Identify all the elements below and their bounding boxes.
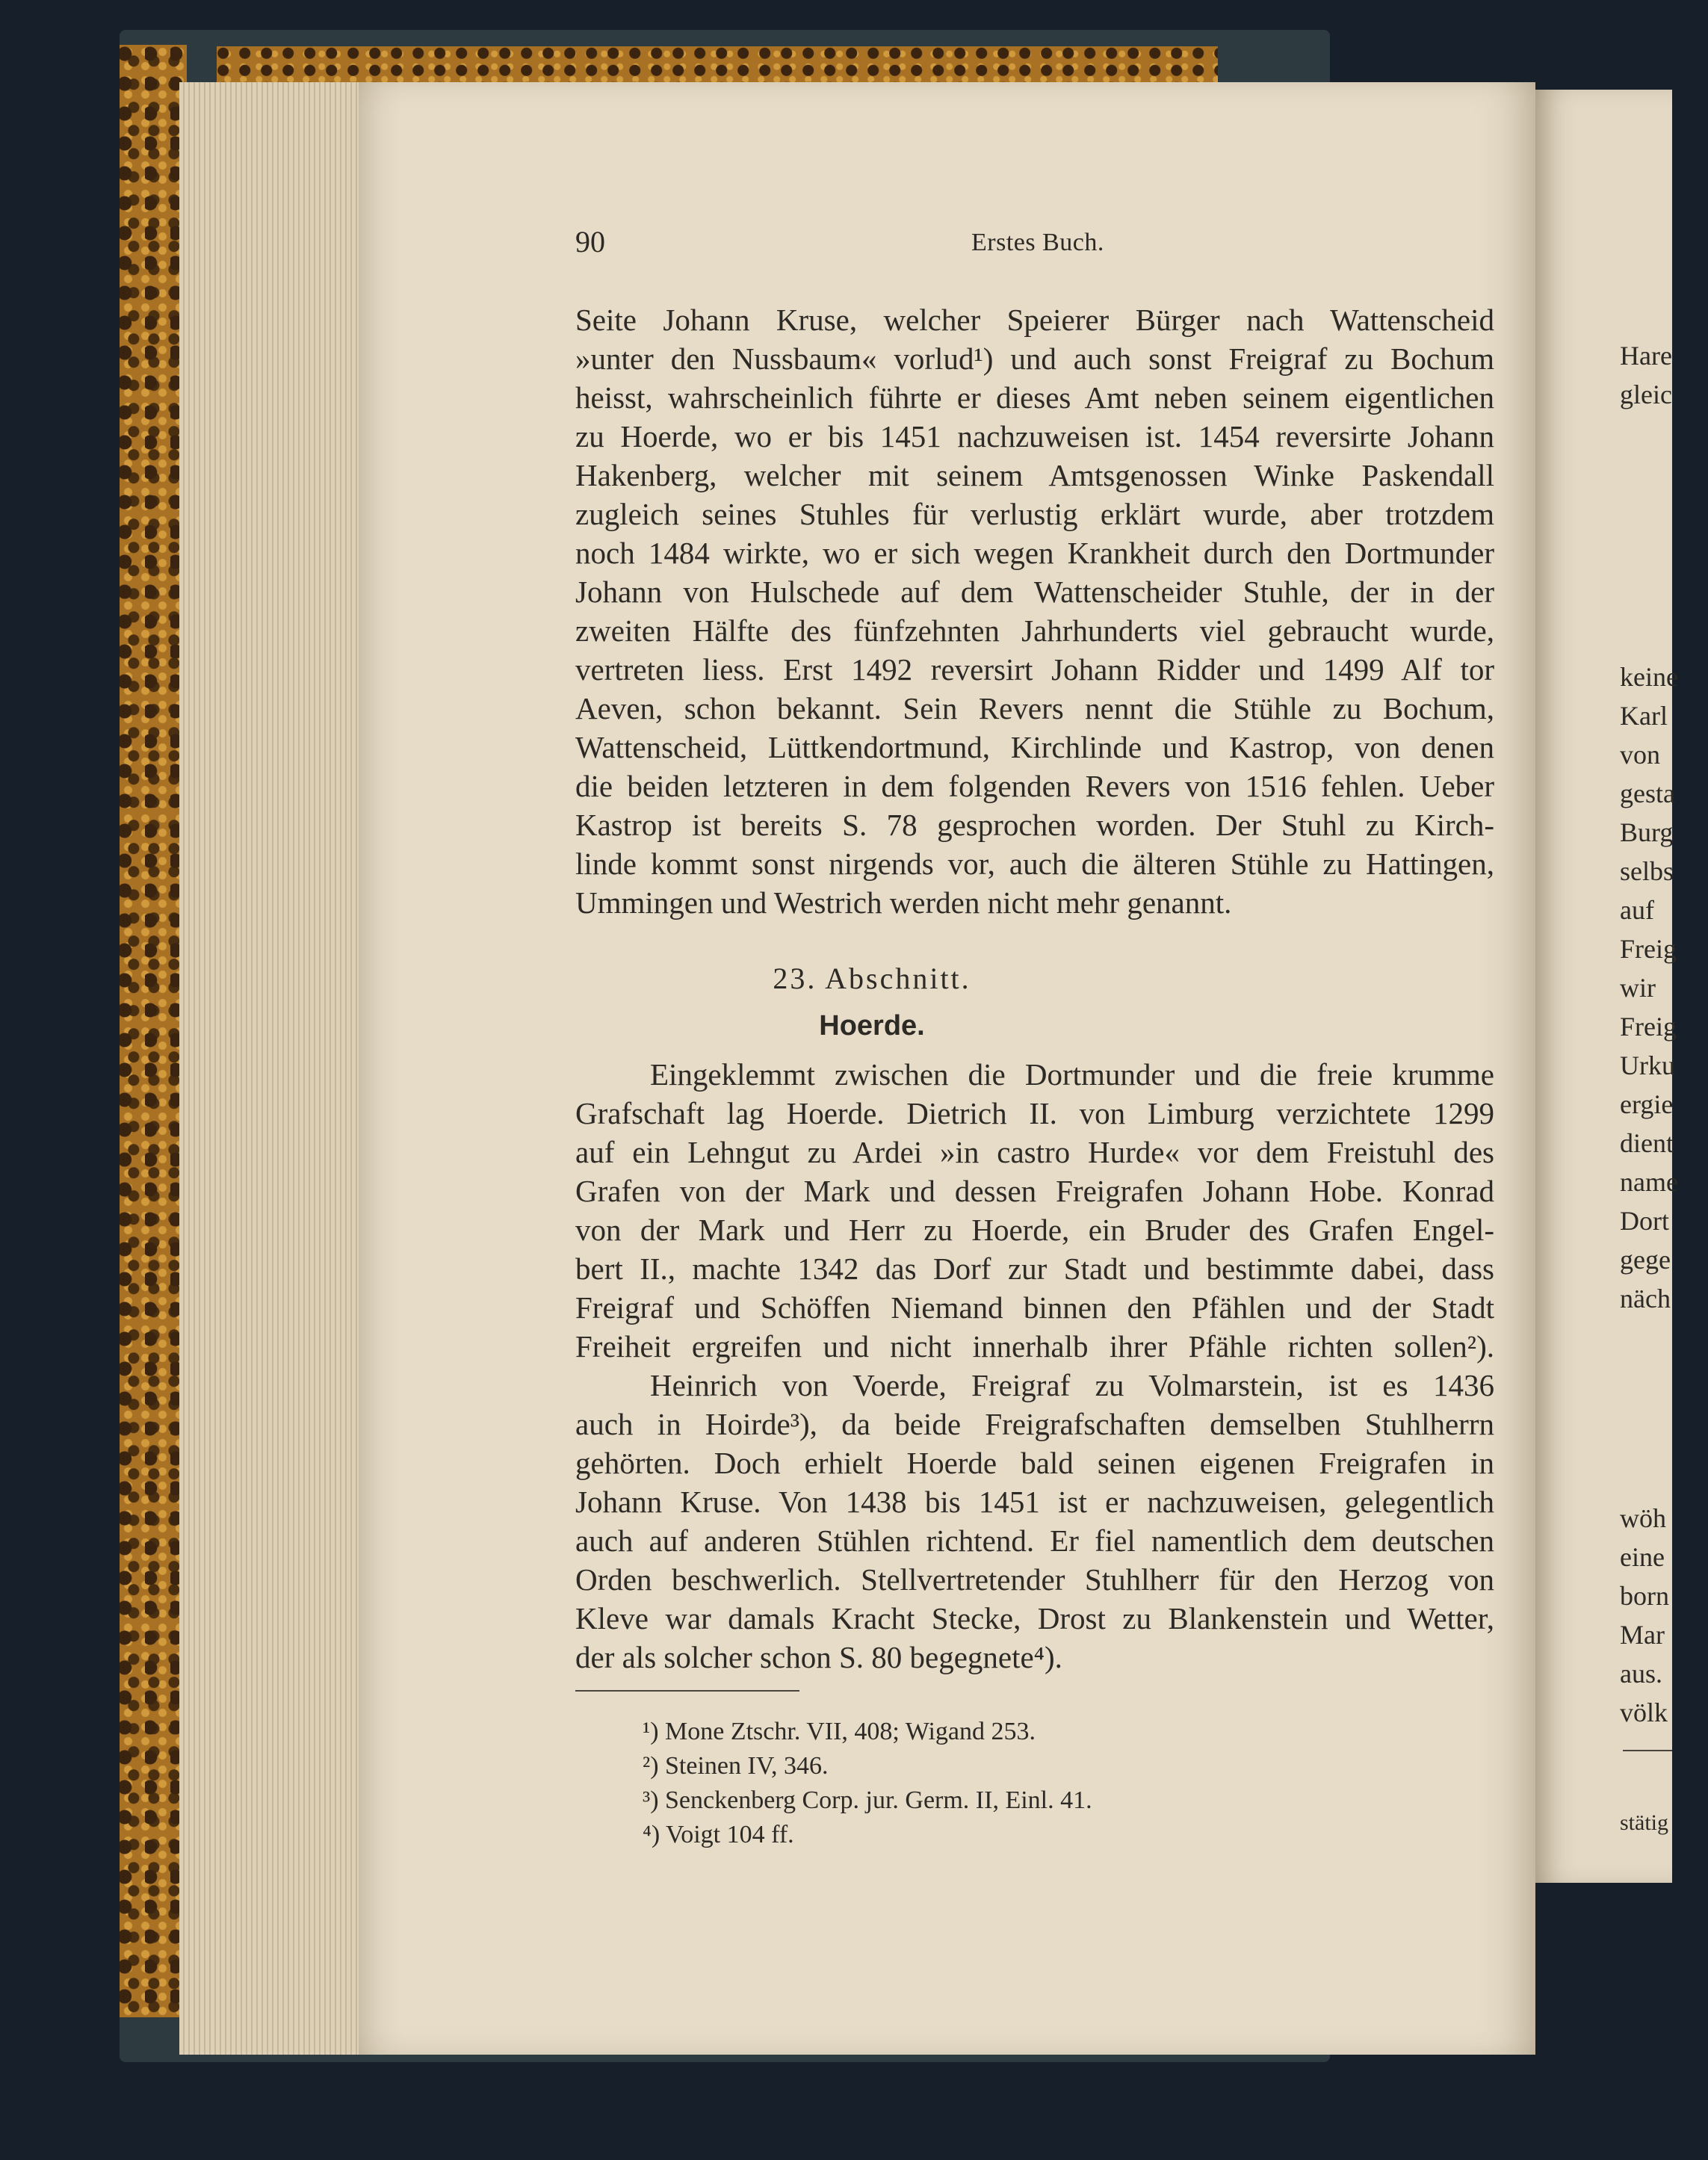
facing-page-footnote-rule (1623, 1750, 1672, 1751)
text-line: Kleve war damals Kracht Stecke, Drost zu Blankenstein und Wetter, (575, 1601, 1494, 1636)
facing-page-fragment: wöh (1620, 1503, 1666, 1533)
text-line: zugleich seines Stuhles für verlustig erklärt wurde, aber trotzdem (575, 497, 1494, 531)
footnote: ³) Senckenberg Corp. jur. Germ. II, Einl. 41. (643, 1786, 1092, 1814)
footnote: ¹) Mone Ztschr. VII, 408; Wigand 253. (643, 1718, 1036, 1745)
section-title: Hoerde. (819, 1010, 925, 1042)
text-line: heisst, wahrscheinlich führte er dieses Amt neben seinem eigentlichen (575, 380, 1494, 415)
text-line: Freiheit ergreifen und nicht innerhalb ihrer Pfähle richten sollen²). (575, 1329, 1494, 1364)
text-line: »unter den Nussbaum« vorlud¹) und auch sonst Freigraf zu Bochum (575, 341, 1494, 376)
facing-page-fragment: gesta (1620, 779, 1675, 808)
facing-page-fragment: name (1620, 1167, 1678, 1197)
footnote: ⁴) Voigt 104 ff. (643, 1821, 794, 1848)
facing-page-fragment: aus. (1620, 1659, 1662, 1689)
text-line: gehörten. Doch erhielt Hoerde bald seinen eigenen Freigrafen in (575, 1446, 1494, 1480)
facing-page-fragment: völk (1620, 1698, 1668, 1727)
text-line: von der Mark und Herr zu Hoerde, ein Bruder des Grafen Engel- (575, 1213, 1494, 1247)
facing-page-fragment: dient (1620, 1128, 1674, 1158)
text-line: bert II., machte 1342 das Dorf zur Stadt und bestimmte dabei, dass (575, 1251, 1494, 1286)
text-line: auf ein Lehngut zu Ardei »in castro Hurde« vor dem Freistuhl des (575, 1135, 1494, 1169)
text-line: Johann Kruse. Von 1438 bis 1451 ist er nachzuweisen, gelegentlich (575, 1485, 1494, 1519)
text-line: linde kommt sonst nirgends vor, auch die älteren Stühle zu Hattingen, (575, 847, 1494, 881)
text-line: Grafschaft lag Hoerde. Dietrich II. von Limburg verzichtete 1299 (575, 1096, 1494, 1130)
text-line: der als solcher schon S. 80 begegnete⁴). (575, 1640, 1062, 1674)
facing-page-fragment: näch (1620, 1284, 1671, 1313)
facing-page-fragment: Urku (1620, 1050, 1675, 1080)
running-head: Erstes Buch. (971, 229, 1104, 256)
text-line: zweiten Hälfte des fünfzehnten Jahrhunderts viel gebraucht wurde, (575, 613, 1494, 648)
facing-page-fragment: selbs (1620, 856, 1674, 886)
text-line: vertreten liess. Erst 1492 reversirt Johann Ridder und 1499 Alf tor (575, 652, 1494, 687)
facing-page-fragment: Mar (1620, 1620, 1665, 1650)
facing-page-fragment: auf (1620, 895, 1654, 925)
footnote-rule (575, 1690, 799, 1692)
text-line: auch auf anderen Stühlen richtend. Er fiel namentlich dem deutschen (575, 1523, 1494, 1558)
facing-page-fragment: Karl (1620, 701, 1668, 731)
facing-page-footnote: stätig (1620, 1810, 1668, 1835)
facing-page-fragment: born (1620, 1581, 1669, 1611)
text-line: Wattenscheid, Lüttkendortmund, Kirchlinde und Kastrop, von denen (575, 730, 1494, 764)
facing-page-fragment: Dort (1620, 1206, 1669, 1236)
text-line: Grafen von der Mark und dessen Freigrafen Johann Hobe. Konrad (575, 1174, 1494, 1208)
facing-page-fragment: wir (1620, 973, 1656, 1003)
text-line: Kastrop ist bereits S. 78 gesprochen worden. Der Stuhl zu Kirch- (575, 808, 1494, 842)
facing-page-fragment: Burg (1620, 817, 1674, 847)
text-line: Freigraf und Schöffen Niemand binnen den Pfählen und der Stadt (575, 1290, 1494, 1325)
page-edges (179, 82, 366, 2055)
text-line: Johann von Hulschede auf dem Wattenscheider Stuhle, der in der (575, 575, 1494, 609)
text-line: Seite Johann Kruse, welcher Speierer Bürger nach Wattenscheid (575, 303, 1494, 337)
facing-page-fragment: ergie (1620, 1089, 1674, 1119)
text-line: Orden beschwerlich. Stellvertretender Stuhlherr für den Herzog von (575, 1562, 1494, 1597)
section-number: 23. Abschnitt. (773, 962, 971, 995)
text-line: Hakenberg, welcher mit seinem Amtsgenossen Winke Paskendall (575, 458, 1494, 492)
facing-page-fragment: gege (1620, 1245, 1671, 1275)
facing-page-fragment: Hare (1620, 341, 1672, 371)
text-line: Aeven, schon bekannt. Sein Revers nennt die Stühle zu Bochum, (575, 691, 1494, 725)
facing-page-fragment: Freig (1620, 934, 1677, 964)
facing-page-fragment: gleic (1620, 380, 1672, 409)
facing-page-fragment: keine (1620, 662, 1678, 692)
text-line: die beiden letzteren in dem folgenden Revers von 1516 fehlen. Ueber (575, 769, 1494, 803)
text-line: Heinrich von Voerde, Freigraf zu Volmarstein, ist es 1436 (650, 1368, 1494, 1402)
text-line: noch 1484 wirkte, wo er sich wegen Krankheit durch den Dortmunder (575, 536, 1494, 570)
text-line: Ummingen und Westrich werden nicht mehr genannt. (575, 885, 1232, 920)
text-line: zu Hoerde, wo er bis 1451 nachzuweisen ist. 1454 reversirte Johann (575, 419, 1494, 454)
page-number: 90 (575, 225, 605, 259)
facing-page-fragment: Freig (1620, 1012, 1677, 1042)
facing-page-fragment: eine (1620, 1542, 1665, 1572)
facing-page-fragment: von (1620, 740, 1660, 770)
footnote: ²) Steinen IV, 346. (643, 1752, 829, 1780)
text-line: Eingeklemmt zwischen die Dortmunder und die freie krumme (650, 1057, 1494, 1092)
text-line: auch in Hoirde³), da beide Freigrafschaften demselben Stuhlherrn (575, 1407, 1494, 1441)
